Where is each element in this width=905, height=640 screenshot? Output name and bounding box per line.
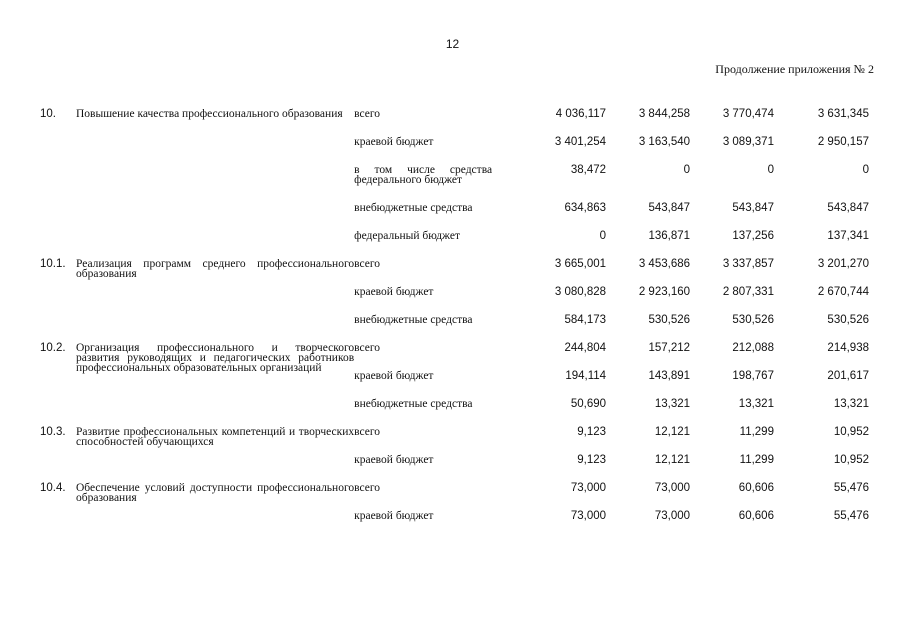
amount-cell: 60,606 [738,482,774,494]
item-number: 10.2. [40,342,66,354]
item-name: Реализация программ среднего профессионального образования [75,258,355,280]
continuation-note: Продолжение приложения № 2 [715,62,874,76]
amount-cell: 214,938 [827,342,869,354]
funding-source: внебюджетные средства [354,202,473,214]
amount-cell: 530,526 [827,314,869,326]
amount-cell: 13,321 [654,398,691,410]
table-row [34,479,879,507]
funding-source: внебюджетные средства [354,314,473,326]
amount-cell: 0 [599,230,607,242]
funding-source: всего [354,258,381,270]
funding-source: краевой бюджет [354,136,434,148]
amount-cell: 60,606 [738,510,774,522]
amount-cell: 3 453,686 [638,258,691,270]
amount-cell: 9,123 [577,454,607,466]
amount-cell: 3 770,474 [722,108,774,120]
funding-source: краевой бюджет [354,510,434,522]
amount-cell: 0 [683,164,691,176]
amount-cell: 530,526 [648,314,691,326]
amount-cell: 73,000 [570,510,607,522]
amount-cell: 543,847 [648,202,691,214]
amount-cell: 198,767 [732,370,774,382]
amount-cell: 10,952 [833,454,869,466]
amount-cell: 2 807,331 [722,286,774,298]
amount-cell: 0 [862,164,869,176]
amount-cell: 0 [767,164,774,176]
amount-cell: 136,871 [648,230,691,242]
amount-cell: 73,000 [654,510,691,522]
funding-source: краевой бюджет [354,370,434,382]
amount-cell: 143,891 [648,370,691,382]
page-number: 12 [445,37,460,51]
amount-cell: 55,476 [833,482,869,494]
amount-cell: 212,088 [732,342,774,354]
item-number: 10.4. [40,482,66,494]
funding-source: краевой бюджет [354,454,434,466]
amount-cell: 3 163,540 [638,136,691,148]
table-row [34,423,879,451]
amount-cell: 543,847 [732,202,774,214]
funding-source: всего [354,482,381,494]
amount-cell: 11,299 [739,426,774,438]
amount-cell: 55,476 [833,510,869,522]
amount-cell: 3 337,857 [722,258,774,270]
funding-source: федеральный бюджет [354,230,460,242]
amount-cell: 157,212 [648,342,691,354]
item-number: 10. [40,108,56,120]
table-row [34,105,879,133]
item-name: Обеспечение условий доступности профессионального образования [75,482,355,504]
amount-cell: 12,121 [654,454,691,466]
amount-cell: 13,321 [833,398,869,410]
amount-cell: 137,341 [827,230,869,242]
amount-cell: 3 401,254 [554,136,607,148]
item-number: 10.1. [40,258,66,270]
funding-source: всего [354,108,381,120]
amount-cell: 3 665,001 [554,258,607,270]
funding-source: внебюджетные средства [354,398,473,410]
table-row [34,339,879,367]
amount-cell: 13,321 [738,398,774,410]
amount-cell: 10,952 [833,426,869,438]
amount-cell: 194,114 [565,370,607,382]
amount-cell: 3 080,828 [554,286,607,298]
amount-cell: 50,690 [570,398,607,410]
amount-cell: 38,472 [570,164,607,176]
item-name: Развитие профессиональных компетенций и творческих способностей обучающихся [75,426,355,448]
funding-source: всего [354,342,381,354]
funding-source: краевой бюджет [354,286,434,298]
amount-cell: 584,173 [564,314,607,326]
amount-cell: 634,863 [564,202,607,214]
item-number: 10.3. [40,426,66,438]
table-row [34,255,879,283]
amount-cell: 9,123 [577,426,607,438]
budget-table [34,105,879,535]
funding-source: в том числе средства федерального бюджет [354,164,493,186]
amount-cell: 201,617 [827,370,869,382]
amount-cell: 137,256 [732,230,774,242]
amount-cell: 2 950,157 [817,136,869,148]
amount-cell: 4 036,117 [555,108,607,120]
amount-cell: 73,000 [654,482,691,494]
funding-source: всего [354,426,381,438]
amount-cell: 2 670,744 [817,286,869,298]
amount-cell: 530,526 [732,314,774,326]
item-name: Организация профессионального и творческого развития руководящих и педагогических работников профессиональных образовательных организаций [75,342,355,374]
amount-cell: 3 844,258 [638,108,691,120]
amount-cell: 12,121 [654,426,691,438]
amount-cell: 3 631,345 [817,108,869,120]
amount-cell: 2 923,160 [638,286,691,298]
amount-cell: 3 201,270 [817,258,869,270]
amount-cell: 3 089,371 [722,136,774,148]
amount-cell: 543,847 [827,202,869,214]
amount-cell: 11,299 [739,454,774,466]
item-name: Повышение качества профессионального образования [75,108,343,120]
amount-cell: 73,000 [570,482,607,494]
amount-cell: 244,804 [564,342,607,354]
